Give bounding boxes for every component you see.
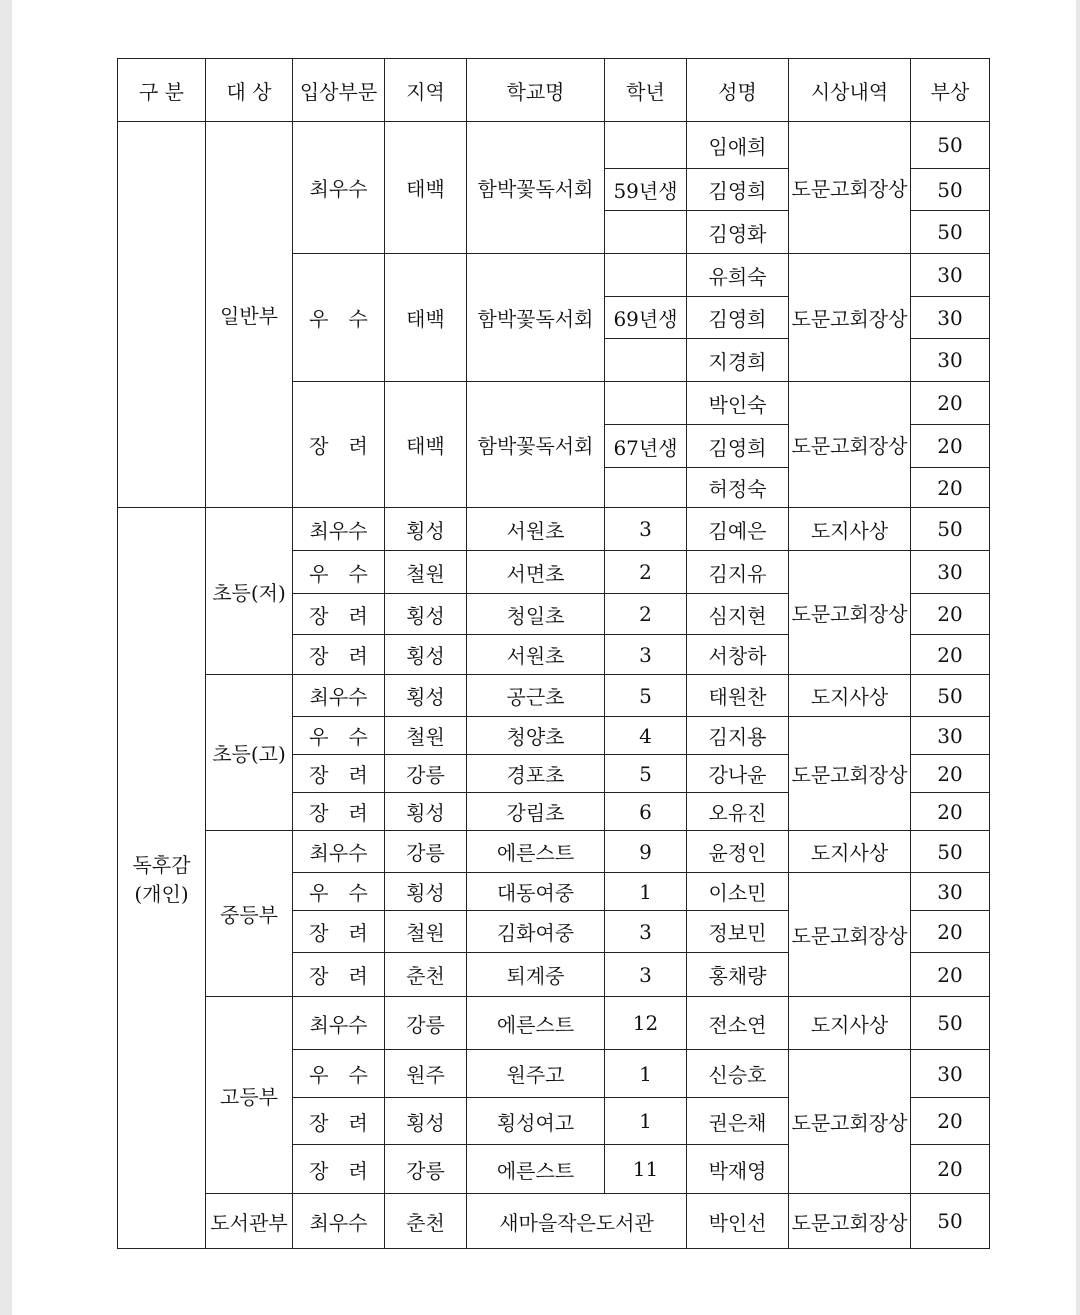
division-general [118, 122, 206, 508]
section-cell: 장 려 [293, 382, 385, 508]
name-cell: 강나윤 [687, 755, 789, 793]
header-grade: 학년 [605, 59, 687, 122]
header-name: 성명 [687, 59, 789, 122]
school-cell: 함박꽃독서회 [467, 382, 605, 508]
grade-cell: 9 [605, 831, 687, 873]
section-cell: 장 려 [293, 635, 385, 675]
name-cell: 홍채량 [687, 953, 789, 997]
award-cell: 도지사상 [789, 997, 911, 1050]
table-row [118, 1194, 990, 1249]
table-row [118, 997, 990, 1050]
region-cell: 철원 [385, 911, 467, 953]
division-line1: 독후감 [132, 853, 191, 877]
name-cell: 신승호 [687, 1050, 789, 1098]
school-cell: 원주고 [467, 1050, 605, 1098]
section-cell: 최우수 [293, 1194, 385, 1249]
grade-cell: 11 [605, 1145, 687, 1194]
region-cell: 횡성 [385, 675, 467, 717]
name-cell: 전소연 [687, 997, 789, 1050]
prize-cell: 20 [911, 755, 990, 793]
school-cell: 서면초 [467, 551, 605, 594]
prize-cell: 50 [911, 675, 990, 717]
grade-cell: 67년생 [605, 425, 687, 468]
category-cell: 도서관부 [206, 1194, 293, 1249]
prize-cell: 30 [911, 1050, 990, 1098]
name-cell: 태원찬 [687, 675, 789, 717]
name-cell: 윤정인 [687, 831, 789, 873]
table-row [118, 122, 990, 169]
prize-cell: 20 [911, 1098, 990, 1145]
grade-cell-empty [605, 339, 687, 382]
school-cell: 서원초 [467, 635, 605, 675]
school-cell: 공근초 [467, 675, 605, 717]
section-cell: 장 려 [293, 594, 385, 635]
award-cell: 도문고회장상 [789, 254, 911, 382]
header-section: 입상부문 [293, 59, 385, 122]
prize-cell: 50 [911, 122, 990, 169]
region-cell: 태백 [385, 382, 467, 508]
name-cell: 김영화 [687, 211, 789, 254]
prize-cell: 20 [911, 635, 990, 675]
grade-cell: 3 [605, 635, 687, 675]
grade-cell: 3 [605, 508, 687, 551]
prize-cell: 20 [911, 468, 990, 508]
grade-cell: 6 [605, 793, 687, 831]
prize-cell: 30 [911, 297, 990, 339]
name-cell: 박재영 [687, 1145, 789, 1194]
grade-cell-empty [605, 382, 687, 425]
region-cell: 강릉 [385, 831, 467, 873]
name-cell: 박인선 [687, 1194, 789, 1249]
prize-cell: 20 [911, 594, 990, 635]
prize-cell: 50 [911, 831, 990, 873]
school-cell: 경포초 [467, 755, 605, 793]
region-cell: 태백 [385, 122, 467, 254]
document-page [12, 0, 1076, 1315]
prize-cell: 30 [911, 873, 990, 911]
section-cell: 최우수 [293, 508, 385, 551]
school-cell: 퇴계중 [467, 953, 605, 997]
region-cell: 횡성 [385, 793, 467, 831]
prize-cell: 50 [911, 508, 990, 551]
prize-cell: 50 [911, 211, 990, 254]
category-cell: 일반부 [206, 122, 293, 508]
school-cell: 대동여중 [467, 873, 605, 911]
region-cell: 강릉 [385, 755, 467, 793]
school-cell: 함박꽃독서회 [467, 254, 605, 382]
school-cell: 함박꽃독서회 [467, 122, 605, 254]
region-cell: 춘천 [385, 953, 467, 997]
name-cell: 이소민 [687, 873, 789, 911]
grade-cell: 4 [605, 717, 687, 755]
section-cell: 최우수 [293, 675, 385, 717]
section-cell: 장 려 [293, 911, 385, 953]
name-cell: 허정숙 [687, 468, 789, 508]
grade-cell: 69년생 [605, 297, 687, 339]
school-cell: 새마을작은도서관 [467, 1194, 687, 1249]
prize-cell: 50 [911, 169, 990, 211]
name-cell: 유희숙 [687, 254, 789, 297]
name-cell: 오유진 [687, 793, 789, 831]
name-cell: 지경희 [687, 339, 789, 382]
award-cell: 도지사상 [789, 831, 911, 873]
region-cell: 철원 [385, 551, 467, 594]
section-cell: 장 려 [293, 1145, 385, 1194]
region-cell: 철원 [385, 717, 467, 755]
school-cell: 서원초 [467, 508, 605, 551]
name-cell: 김영희 [687, 169, 789, 211]
division-individual [118, 508, 206, 1249]
grade-cell: 1 [605, 1050, 687, 1098]
region-cell: 강릉 [385, 1145, 467, 1194]
section-cell: 우 수 [293, 1050, 385, 1098]
name-cell: 권은채 [687, 1098, 789, 1145]
grade-cell: 5 [605, 675, 687, 717]
grade-cell: 1 [605, 873, 687, 911]
name-cell: 김지용 [687, 717, 789, 755]
prize-cell: 20 [911, 911, 990, 953]
name-cell: 김영희 [687, 297, 789, 339]
award-cell: 도문고회장상 [789, 1050, 911, 1194]
prize-cell: 20 [911, 953, 990, 997]
header-award: 시상내역 [789, 59, 911, 122]
section-cell: 최우수 [293, 997, 385, 1050]
grade-cell: 5 [605, 755, 687, 793]
grade-cell: 2 [605, 594, 687, 635]
name-cell: 임애희 [687, 122, 789, 169]
award-cell: 도문고회장상 [789, 717, 911, 831]
prize-cell: 20 [911, 425, 990, 468]
prize-cell: 30 [911, 551, 990, 594]
section-cell: 우 수 [293, 717, 385, 755]
table-row [118, 508, 990, 551]
grade-cell-empty [605, 211, 687, 254]
school-cell: 에른스트 [467, 997, 605, 1050]
school-cell: 강림초 [467, 793, 605, 831]
category-cell: 초등(저) [206, 508, 293, 675]
category-cell: 고등부 [206, 997, 293, 1194]
section-cell: 최우수 [293, 122, 385, 254]
region-cell: 횡성 [385, 635, 467, 675]
grade-cell: 2 [605, 551, 687, 594]
award-cell: 도문고회장상 [789, 122, 911, 254]
header-row [118, 59, 990, 122]
category-cell: 중등부 [206, 831, 293, 997]
name-cell: 김지유 [687, 551, 789, 594]
award-cell: 도문고회장상 [789, 873, 911, 997]
prize-cell: 20 [911, 1145, 990, 1194]
header-region: 지역 [385, 59, 467, 122]
grade-cell-empty [605, 468, 687, 508]
grade-cell-empty [605, 254, 687, 297]
prize-cell: 30 [911, 254, 990, 297]
school-cell: 청양초 [467, 717, 605, 755]
grade-cell: 12 [605, 997, 687, 1050]
header-target: 대 상 [206, 59, 293, 122]
awards-table [117, 58, 990, 1249]
section-cell: 우 수 [293, 551, 385, 594]
section-cell: 장 려 [293, 793, 385, 831]
grade-cell: 3 [605, 953, 687, 997]
region-cell: 태백 [385, 254, 467, 382]
grade-cell: 59년생 [605, 169, 687, 211]
name-cell: 박인숙 [687, 382, 789, 425]
grade-cell-empty [605, 122, 687, 169]
table-row [118, 675, 990, 717]
prize-cell: 30 [911, 339, 990, 382]
region-cell: 원주 [385, 1050, 467, 1098]
prize-cell: 50 [911, 997, 990, 1050]
name-cell: 정보민 [687, 911, 789, 953]
prize-cell: 30 [911, 717, 990, 755]
grade-cell: 1 [605, 1098, 687, 1145]
region-cell: 춘천 [385, 1194, 467, 1249]
award-cell: 도문고회장상 [789, 1194, 911, 1249]
section-cell: 장 려 [293, 755, 385, 793]
section-cell: 최우수 [293, 831, 385, 873]
prize-cell: 20 [911, 382, 990, 425]
name-cell: 심지현 [687, 594, 789, 635]
school-cell: 김화여중 [467, 911, 605, 953]
prize-cell: 20 [911, 793, 990, 831]
region-cell: 횡성 [385, 1098, 467, 1145]
section-cell: 우 수 [293, 873, 385, 911]
region-cell: 강릉 [385, 997, 467, 1050]
grade-cell: 3 [605, 911, 687, 953]
award-cell: 도문고회장상 [789, 551, 911, 675]
school-cell: 에른스트 [467, 831, 605, 873]
region-cell: 횡성 [385, 594, 467, 635]
name-cell: 김영희 [687, 425, 789, 468]
award-cell: 도지사상 [789, 675, 911, 717]
school-cell: 횡성여고 [467, 1098, 605, 1145]
award-cell: 도지사상 [789, 508, 911, 551]
school-cell: 청일초 [467, 594, 605, 635]
header-school: 학교명 [467, 59, 605, 122]
school-cell: 에른스트 [467, 1145, 605, 1194]
header-prize: 부상 [911, 59, 990, 122]
region-cell: 횡성 [385, 873, 467, 911]
award-cell: 도문고회장상 [789, 382, 911, 508]
table-row [118, 831, 990, 873]
category-cell: 초등(고) [206, 675, 293, 831]
name-cell: 김예은 [687, 508, 789, 551]
name-cell: 서창하 [687, 635, 789, 675]
prize-cell: 50 [911, 1194, 990, 1249]
section-cell: 장 려 [293, 1098, 385, 1145]
section-cell: 장 려 [293, 953, 385, 997]
header-division: 구 분 [118, 59, 206, 122]
division-line2: (개인) [134, 882, 189, 906]
region-cell: 횡성 [385, 508, 467, 551]
section-cell: 우 수 [293, 254, 385, 382]
